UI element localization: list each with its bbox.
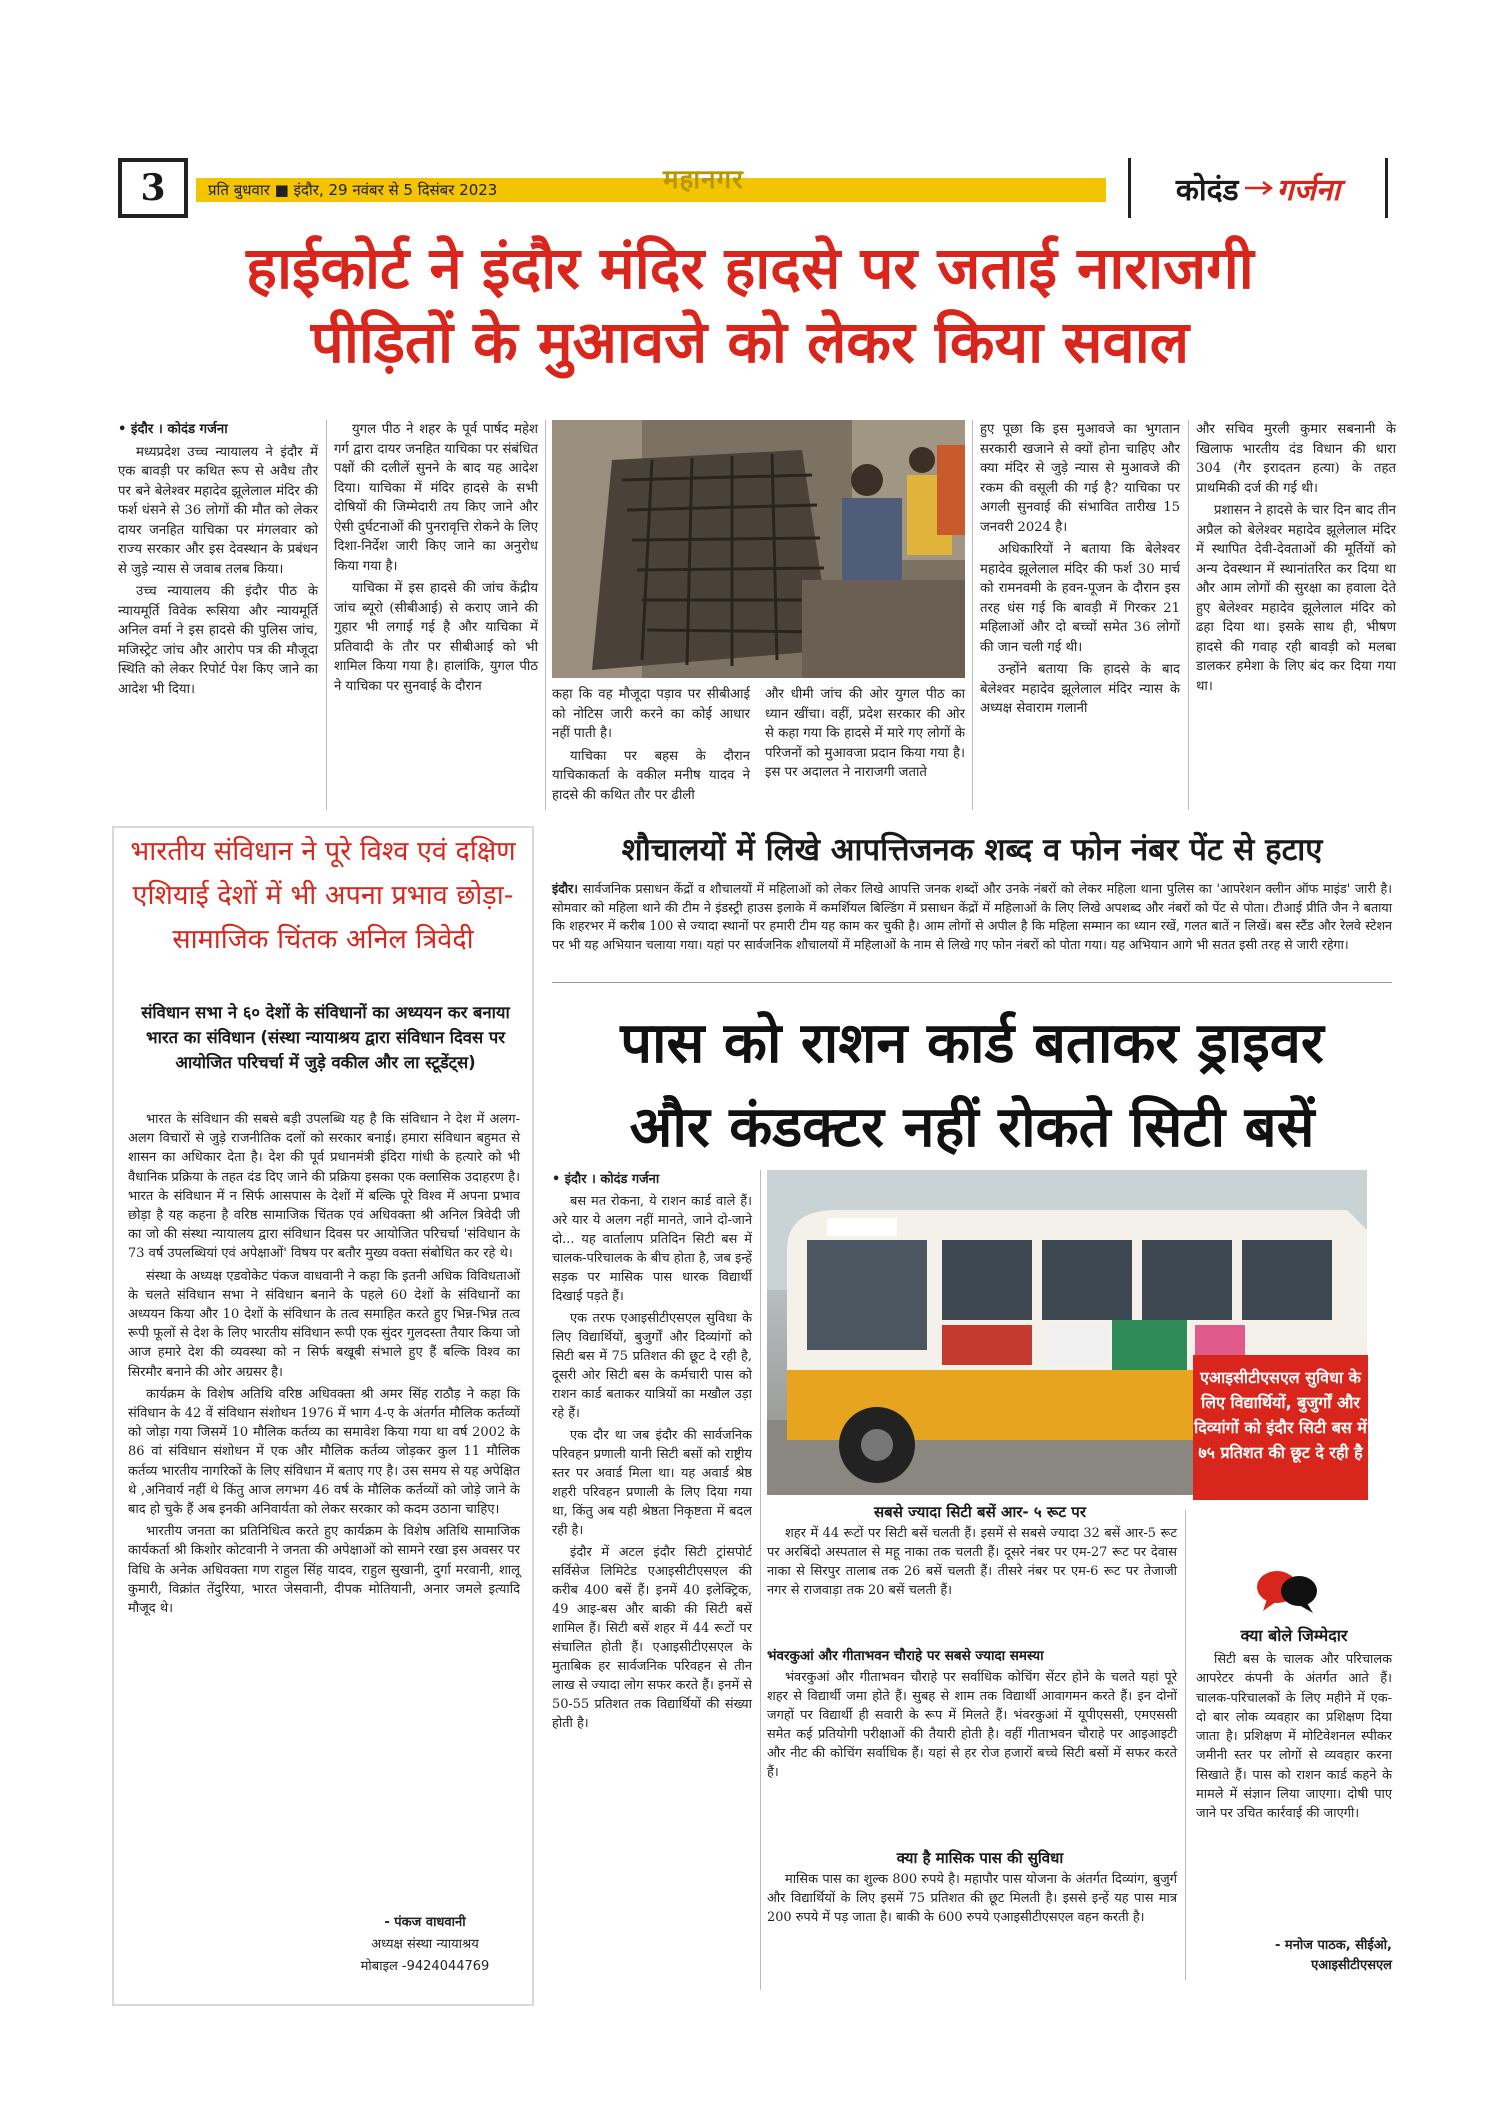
newspaper-logo — [1128, 158, 1388, 218]
bus-para: बस मत रोकना, ये राशन कार्ड वाले हैं। अरे यार ये अलग नहीं मानते, जाने दो-जाने दो... यह वार्तालाप प्रतिदिन सिटी बस में चालक-परिचालक के बीच होता है, जब इन्हें सड़क पर मासिक पास धारक विद्यार्थी दिखाई पड़ते हैं। — [552, 1194, 752, 1304]
bus-photo-caption: एआइसीटीएसएल सुविधा के लिए विद्यार्थियों, बुजुर्गों और दिव्यांगों को इंदौर सिटी बस में ७५ प्रतिशत की छूट दे रही है — [1193, 1355, 1368, 1500]
bus-dateline: • इंदौर । कोदंड गर्जना — [552, 1172, 660, 1187]
logo-word-kodand: कोदंड — [1175, 172, 1239, 208]
lead-col4-para: और धीमी जांच की ओर युगल पीठ का ध्यान खींचा। वहीं, प्रदेश सरकार की ओर से कहा गया कि हादसे में मारे गए लोगों के परिजनों को मुआवजा प्रदान किया गया है। इस पर अदालत ने नाराजगी जताते — [765, 687, 965, 780]
lead-headline-line2: पीड़ितों के मुआवजे को लेकर किया सवाल — [310, 308, 1190, 376]
lead-dateline: • इंदौर । कोदंड गर्जना — [118, 422, 228, 437]
constitution-para: भारत के संविधान की सबसे बड़ी उपलब्धि यह है कि संविधान ने देश में अलग-अलग विचारों से जुड़े राजनीतिक दलों को सरकार बनाई। हमारा संविधान बहुमत से शासन का अधिकार देता है। देश की पूर्व प्रधानमंत्री इंदिरा गांधी के हत्यारे को भी वैधानिक प्रक्रिया के तहत दंड दिए जाने की प्रक्रिया इसका एक क्लासिक उदाहरण है। भारत के संविधान में न सिर्फ आसपास के देशों में बल्कि पूरे विश्व में अपना प्रभाव छोड़ा है यह कहना है वरिष्ठ सामाजिक चिंतक एवं अधिवक्ता श्री अनिल त्रिवेदी जी का जो की संस्था न्यायालय द्वारा संविधान दिवस पर आयोजित परिचर्चा 'संविधान के 73 वर्ष उपलब्धियां एवं अपेक्षाओं' विषय पर बतौर मुख्य वक्ता संबोधित कर रहे थे। — [128, 1112, 520, 1262]
official-response-head: क्या बोले जिम्मेदार — [1240, 1626, 1348, 1645]
lead-col6-para: और सचिव मुरली कुमार सबनानी के खिलाफ भारतीय दंड विधान की धारा 304 (गैर इरादतन हत्या) के तहत प्राथमिकी दर्ज की गई थी। — [1196, 422, 1396, 496]
monthly-pass-subhead: क्या है मासिक पास की सुविधा — [896, 1849, 1064, 1867]
logo-word-garjana: गर्जना — [1276, 172, 1341, 208]
bus-headline-line1: पास को राशन कार्ड बताकर ड्राइवर — [620, 1011, 1324, 1076]
lead-column-1 — [118, 420, 318, 702]
monthly-pass-text: मासिक पास का शुल्क 800 रुपये है। महापौर पास योजना के अंतर्गत दिव्यांग, बुजुर्ग और विद्यार्थियों के लिए इसमें 75 प्रतिशत की छूट मिलती है। इससे इन्हें यह पास मात्र 200 रुपये में पड़ जाता है। बाकी के 600 रुपये एआइसीटीएसएल वहन करती है। — [767, 1872, 1177, 1925]
constitution-signature — [330, 1912, 520, 1978]
bus-headline-line2: और कंडक्टर नहीं रोकते सिटी बसें — [629, 1095, 1315, 1160]
bus-route-body — [767, 1524, 1177, 1603]
lead-col5-para: उन्होंने बताया कि हादसे के बाद बेलेश्वर महादेव झूलेलाल मंदिर न्यास के अध्यक्ष सेवाराम गलानी — [980, 662, 1180, 716]
section-name: महानगर — [663, 165, 744, 195]
column-rule — [545, 420, 546, 810]
signature-name: - पंकज वाधवानी — [384, 1915, 466, 1930]
lead-col5-para: हुए पूछा कि इस मुआवजे का भुगतान सरकारी खजाने से क्यों होना चाहिए और क्या मंदिर से जुड़े न्यास से मुआवजे की रकम की वसूली की गई है? याचिका पर अगली सुनवाई की संभावित तारीख 15 जनवरी 2024 है। — [980, 422, 1180, 535]
lead-col3-para: याचिका पर बहस के दौरान याचिकाकर्ता के वकील मनीष यादव ने हादसे की कथित तौर पर ढीली — [552, 748, 750, 803]
lead-col2-para: युगल पीठ ने शहर के पूर्व पार्षद महेश गर्ग द्वारा दायर जनहित याचिका पर संबंधित पक्षों की दलीलें सुनने के बाद यह आदेश दिया। याचिका में मंदिर हादसे के सभी दोषियों की जिम्मेदारी तय किए जाने और ऐसी दुर्घटनाओं की पुनरावृत्ति रोकने के लिए दिशा-निर्देश जारी किए जाने का अनुरोध किया गया है। — [334, 422, 538, 574]
stepwell-rubble-image — [552, 420, 965, 678]
constitution-body — [128, 1110, 520, 1621]
constitution-headline-line3: सामाजिक चिंतक अनिल त्रिवेदी — [172, 924, 474, 955]
signature-phone: मोबाइल -9424044769 — [360, 1959, 490, 1974]
story-divider — [552, 982, 1392, 983]
bow-arrow-icon — [1243, 179, 1273, 197]
signature-title: अध्यक्ष संस्था न्यायाश्रय — [371, 1937, 479, 1952]
page-number: 3 — [140, 167, 166, 209]
bus-para: एक तरफ एआइसीटीएसएल सुविधा के लिए विद्यार्थियों, बुजुर्गों और दिव्यांगों को सिटी बस में 75 प्रतिशत की छूट दे रही है, दूसरी ओर सिटी बस के कर्मचारी पास को राशन कार्ड बताकर यात्रियों का मखौल उड़ा रहे हैं। — [552, 1311, 752, 1421]
constitution-para: भारतीय जनता का प्रतिनिधित्व करते हुए कार्यक्रम के विशेष अतिथि सामाजिक कार्यकर्ता श्री किशोर कोटवानी ने जनता की अपेक्षाओं को सामने रखा इस अवसर पर विधि के अनेक अधिवक्ता गण राहुल सिंह यादव, राहुल सुखानी, दुर्गा मरवानी, शालू कुमारी, विक्रांत तेंदुरिया, भारत जेसवानी, दीपक मोतियानी, अनार जमले इत्यादि मौजूद थे। — [128, 1524, 520, 1617]
lead-col1-para: उच्च न्यायालय की इंदौर पीठ के न्यायमूर्ति विवेक रूसिया और न्यायमूर्ति अनिल वर्मा ने इस हादसे की पुलिस जांच, मजिस्ट्रेट जांच और आरोप पत्र की मौजूदा स्थिति को लेकर रिपोर्ट पेश किए जाने का आदेश भी दिया। — [118, 584, 318, 697]
lead-column-2 — [334, 420, 538, 699]
bus-para: इंदौर में अटल इंदौर सिटी ट्रांसपोर्ट सर्विसेज लिमिटेड एआइसीटीएसएल की करीब 400 बसें हैं। इनमें 40 इलेक्ट्रिक, 49 आइ-बस और बाकी की सिटी बसें शामिल हैं। सिटी बसें शहर में 44 रूटों पर संचालित होती हैं। एआइसीटीएसएल के मुताबिक हर सार्वजनिक परिवहन से तीन लाख से ज्यादा लोग सफर करते हैं। इनमें से 50-55 प्रतिशत तक विद्यार्थियों की संख्या होती है। — [552, 1545, 752, 1731]
bus-crossing-body — [767, 1668, 1177, 1785]
official-signature: - मनोज पाठक, सीईओ, एआइसीटीएसएल — [1275, 1938, 1392, 1973]
lead-column-4 — [765, 685, 965, 786]
bus-route-text: शहर में 44 रूटों पर सिटी बसें चलती हैं। इसमें से सबसे ज्यादा 32 बसें आर-5 रूट पर अरबिंदो अस्पताल से महू नाका तक चलती हैं। दूसरे नंबर पर एम-27 रूट पर देवास नाका से सिरपुर तालाब तक 26 बसें चलती हैं। तीसरे नंबर पर एम-6 रूट पर तेजाजी नगर से राजवाड़ा तक 20 बसें चलती हैं। — [767, 1526, 1177, 1598]
toilets-text: सार्वजनिक प्रसाधन केंद्रों व शौचालयों में महिलाओं को लेकर लिखे आपत्ति जनक शब्दों और उनके नंबरों को लेकर महिला थाना पुलिस का 'आपरेशन क्लीन ऑफ माइंड' जारी है। सोमवार को महिला थाने की टीम ने इंडस्ट्री हाउस इलाके में कमर्शियल बिल्डिंग में प्रसाधन केंद्रों में महिलाओं के लिए लिखे अपशब्द और नंबरों को पेंट से पोता। टीआई प्रीति जैन ने बताया कि शहरभर में करीब 100 से ज्यादा स्थानों पर हमारी टीम यह काम कर चुकी है। आम लोगों से अपील है कि महिला सम्मान का ध्यान रखें, गलत बातें न लिखें। बस स्टैंड और रेलवे स्टेशन पर भी यह अभियान चलाया गया। यहां पर सार्वजनिक शौचालयों में महिलाओं के नाम से लिखे गए फोन नंबरों को पोता गया। यह अभियान आगे भी सतत इसी तरह से जारी रहेगा। — [552, 881, 1392, 952]
lead-col3-para: कहा कि वह मौजूदा पड़ाव पर सीबीआई को नोटिस जारी करने का कोई आधार नहीं पाती है। — [552, 687, 750, 741]
constitution-headline-line2: एशियाई देशों में भी अपना प्रभाव छोड़ा- — [132, 880, 514, 911]
page-number-box — [118, 158, 188, 218]
constitution-para: कार्यक्रम के विशेष अतिथि वरिष्ठ अधिवक्ता श्री अमर सिंह राठौड़ ने कहा कि संविधान के 42 वें संविधान संशोधन 1976 में भाग 4-ए के अंतर्गत मौलिक कर्तव्यों को जोड़ा गया जिसमें 10 मौलिक कर्तव्य का समावेश किया गया था वर्ष 2002 के 86 वां संविधान संशोधन में एक और मौलिक कर्तव्य जोड़कर कुल 11 मौलिक कर्तव्य भारतीय नागरिकों के लिए संविधान में बताए गए है। उस समय से यह अपेक्षित थे ,अनिवार्य नहीं थे किंतु आज लगभग 46 वर्ष के मौलिक कर्तव्यों को जोड़े जाने के बाद हो चुके हैं अब इनकी अनिवार्यता को लेकर सरकार को कदम उठाना चाहिए। — [128, 1386, 520, 1518]
temple-accident-photo — [552, 420, 965, 678]
column-rule — [326, 420, 327, 810]
toilets-headline: शौचालयों में लिखे आपत्तिजनक शब्द व फोन नंबर पेंट से हटाए — [621, 832, 1323, 868]
lead-column-5 — [980, 420, 1180, 722]
bus-para: एक दौर था जब इंदौर की सार्वजनिक परिवहन प्रणाली यानी सिटी बसों को राष्ट्रीय स्तर पर अवार्ड मिला था। यह अवार्ड श्रेष्ठ शहरी परिवहन प्रणाली के लिए दिया गया था, किंतु अब यही श्रेष्ठता निकृष्टता में बदल रही है। — [552, 1428, 752, 1538]
lead-col6-para: प्रशासन ने हादसे के चार दिन बाद तीन अप्रैल को बेलेश्वर महादेव झूलेलाल मंदिर में स्थापित देवी-देवताओं की मूर्तियों को अन्य देवस्थान में स्थानांतरित कर दिया था और आम लोगों की सुरक्षा का हवाला देते हुए बेलेश्वर महादेव झूलेलाल मंदिर को ढहा दिया था। इसके साथ ही, भीषण हादसे की गवाह रही बावड़ी को मलबा डालकर हमेशा के लिए बंद कर दिया गया था। — [1196, 503, 1396, 694]
column-rule — [760, 1170, 761, 1990]
bus-crossing-subhead: भंवरकुआं और गीताभवन चौराहे पर सबसे ज्यादा समस्या — [767, 1648, 1044, 1664]
bus-route-subhead: सबसे ज्यादा सिटी बसें आर- ५ रूट पर — [874, 1503, 1086, 1521]
lead-headline-line1: हाईकोर्ट ने इंदौर मंदिर हादसे पर जताई नाराजगी — [246, 234, 1254, 302]
monthly-pass-body — [767, 1870, 1177, 1930]
column-rule — [1185, 1510, 1186, 1980]
constitution-headline — [118, 830, 528, 962]
column-rule — [972, 420, 973, 810]
official-response-body — [1196, 1650, 1392, 1827]
lead-col1-para: मध्यप्रदेश उच्च न्यायालय ने इंदौर में एक बावड़ी पर कथित रूप से अवैध तौर पर बने बेलेश्वर महादेव झूलेलाल मंदिर की फर्श धंसने से 36 लोगों की मौत को लेकर दायर जनहित याचिका पर मंगलवार को राज्य सरकार और इस देवस्थान के प्रबंधन से जुड़े न्यास से जवाब तलब किया। — [118, 444, 318, 577]
lead-column-6 — [1196, 420, 1396, 699]
date-strip — [196, 178, 1106, 202]
masthead — [118, 158, 1388, 218]
speech-bubbles-icon — [1253, 1565, 1323, 1615]
lead-column-3 — [552, 685, 750, 808]
constitution-headline-line1: भारतीय संविधान ने पूरे विश्व एवं दक्षिण — [130, 836, 516, 867]
constitution-para: संस्था के अध्यक्ष एडवोकेट पंकज वाधवानी ने कहा कि इतनी अधिक विविधताओं के चलते संविधान सभा ने संविधान बनाने के पहले 60 देशों के संविधानों का अध्ययन किया और 10 देशों के संविधान के तत्व समाहित करते हुए भिन्न-भिन्न तत्व रूपी फूलों से देश के लिए भारतीय संविधान रूपी एक सुंदर गुलदस्ता तैयार किया जो आज हमारे देश की व्यवस्था को न सिर्फ बखूबी संभाले हुए हैं बल्कि विश्व का सिरमौर बनाने की ओर अग्रसर है। — [128, 1268, 520, 1380]
toilets-body — [552, 880, 1392, 957]
lead-col5-para: अधिकारियों ने बताया कि बेलेश्वर महादेव झूलेलाल मंदिर की फर्श 30 मार्च को रामनवमी के हवन-पूजन के दौरान इस तरह धंस गई कि बावड़ी में गिरकर 21 महिलाओं और दो बच्चों समेत 36 लोगों की जान चली गई थी। — [980, 542, 1180, 655]
constitution-subheadline: संविधान सभा ने ६० देशों के संविधानों का अध्ययन कर बनाया भारत का संविधान (संस्था न्यायाश्रय द्वारा संविधान दिवस पर आयोजित परिचर्चा में जुड़े वकील और ला स्टूडेंट्स) — [141, 1003, 510, 1072]
toilets-dateline: इंदौर। — [552, 881, 579, 896]
bus-crossing-text: भंवरकुआं और गीताभवन चौराहे पर सर्वाधिक कोचिंग सेंटर होने के चलते यहां पूरे शहर से विद्यार्थी जमा होते हैं। सुबह से शाम तक विद्यार्थी आवागमन करते हैं। इन दोनों जगहों पर विद्यार्थी ही सवारी के रूप में मिलते हैं। भंवरकुआं में यूपीएससी, एमएससी समेत कई प्रतियोगी परीक्षाओं की तैयारी होती है। वहीं गीताभवन चौराहे पर आइआइटी और नीट की कोचिंग सर्वाधिक हैं। यहां से हर रोज हजारों बच्चे सिटी बसों में सफर करते हैं। — [767, 1670, 1177, 1780]
lead-col2-para: याचिका में इस हादसे की जांच केंद्रीय जांच ब्यूरो (सीबीआई) से कराए जाने की गुहार भी लगाई गई है और याचिका में प्रतिवादी के तौर पर सीबीआई को भी शामिल किया गया है। हालांकि, युगल पीठ ने याचिका पर सुनवाई के दौरान — [334, 581, 538, 694]
column-rule — [1188, 420, 1189, 810]
bus-left-column — [552, 1170, 752, 1736]
official-response-text: सिटी बस के चालक और परिचालक आपरेटर कंपनी के अंतर्गत आते हैं। चालक-परिचालकों के लिए महीने में एक-दो बार लोक व्यवहार का प्रशिक्षण दिया जाता है। प्रशिक्षण में मोटिवेशनल स्पीकर जमीनी स्तर पर लोगों से व्यवहार करना सिखाते हैं। पास को राशन कार्ड कहने के मामले में संज्ञान लिया जाएगा। दोषी पाए जाने पर उचित कार्रवाई की जाएगी। — [1196, 1652, 1392, 1822]
issue-date: प्रति बुधवार ■ इंदौर, 29 नवंबर से 5 दिसंबर 2023 — [208, 181, 498, 199]
